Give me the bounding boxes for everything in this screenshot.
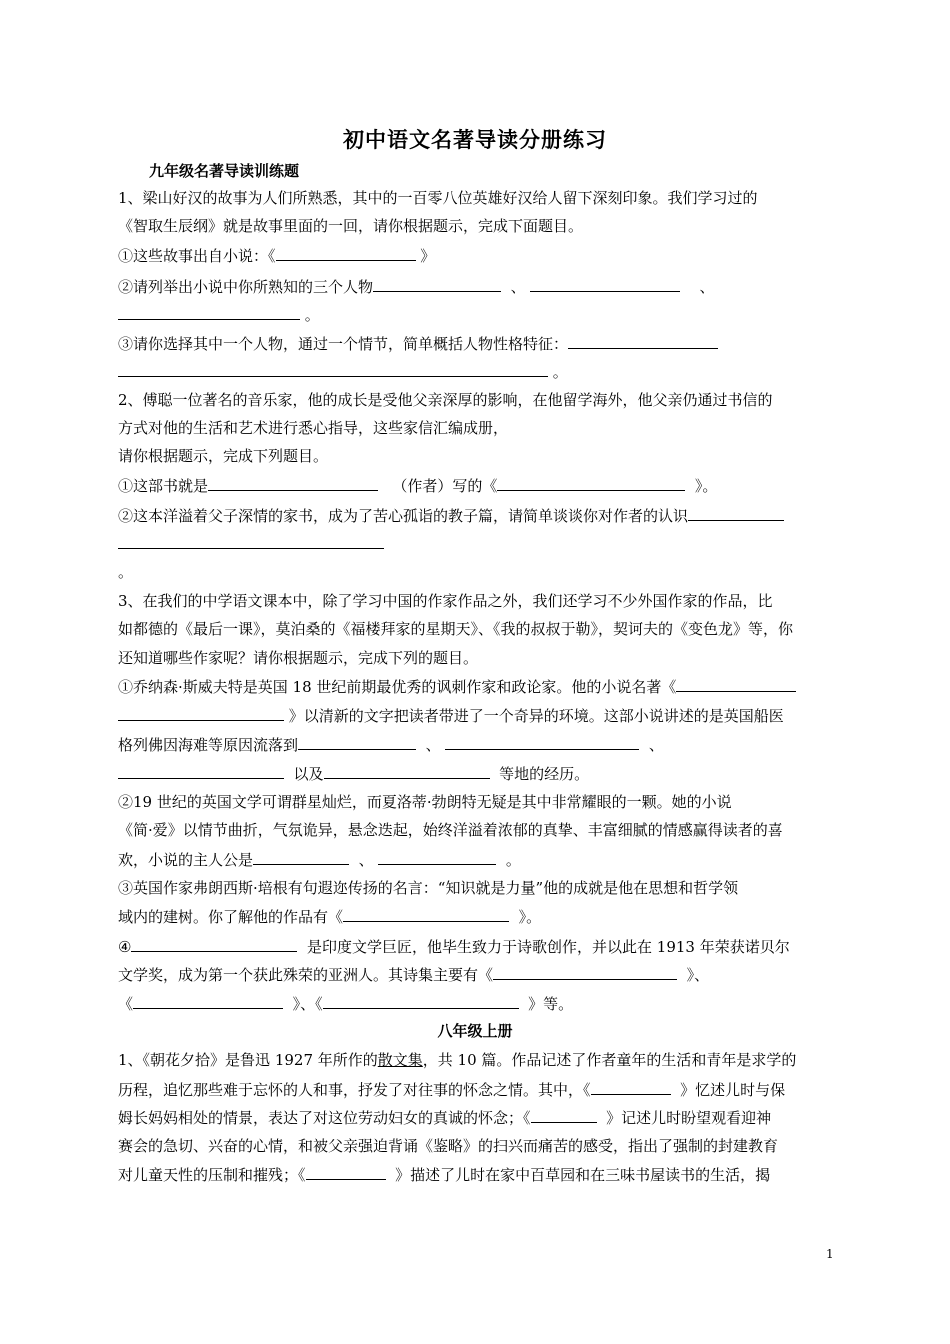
g8-text: 历程，追忆那些难于忘怀的人和事，抒发了对往事的怀念之情。其中，《 [118, 1081, 591, 1099]
g8-line1 [118, 1050, 850, 1070]
section-heading-grade9: 九年级名著导读训练题 [149, 162, 300, 180]
q2-b-line [118, 505, 850, 526]
q3-d-text2: 文学奖，成为第一个获此殊荣的亚洲人。其诗集主要有《 [118, 966, 494, 984]
period: 。 [552, 363, 568, 381]
separator: 、 [510, 278, 526, 296]
section-heading-grade8: 八年级上册 [437, 1022, 513, 1040]
g8-text: 》描述了儿时在家中百草园和在三味书屋读书的生活，揭 [395, 1166, 771, 1184]
separator: 、 [425, 736, 441, 754]
q3-b-line1: ②19 世纪的英国文学可谓群星灿烂，而夏洛蒂·勃朗特无疑是其中非常耀眼的一颗。她的小说 [118, 793, 732, 811]
g8-line4: 赛会的急切、兴奋的心情，和被父亲强迫背诵《鉴略》的扫兴而痛苦的感受，指出了强制的封建教育 [118, 1137, 779, 1155]
period: 。 [505, 851, 521, 869]
q3-a-text2: 》以清新的文字把读者带进了一个奇异的环境。这部小说讲述的是英国船医 [288, 707, 784, 725]
q1-c-text: ③请你选择其中一个人物，通过一个情节，简单概括人物性格特征： [118, 335, 569, 353]
answer-blank[interactable] [568, 333, 718, 349]
q3-a-line4 [118, 763, 850, 784]
q1-c-line [118, 333, 850, 354]
answer-blank[interactable] [676, 676, 796, 692]
answer-blank[interactable] [253, 849, 349, 865]
g8-text: 对儿童天性的压制和摧残；《 [118, 1166, 306, 1184]
q2-b-text: ②这本洋溢着父子深情的家书，成为了苦心孤诣的教子篇，请简单谈谈你对作者的认识 [118, 507, 689, 525]
q3-a-text3: 格列佛因海难等原因流落到 [118, 736, 299, 754]
q2-a-line [118, 475, 850, 496]
q2-line1: 2、傅聪一位著名的音乐家，他的成长是受他父亲深厚的影响，在他留学海外，他父亲仍通过书信的 [118, 391, 773, 409]
q3-d-mid: 》、《 [292, 995, 323, 1013]
page-number: 1 [826, 1247, 834, 1261]
q3-d-line1 [118, 936, 850, 957]
q3-a-line2 [118, 705, 850, 726]
separator: 、 [648, 736, 664, 754]
separator: 、 [699, 278, 715, 296]
answer-blank[interactable] [530, 276, 680, 292]
q3-b-text3: 欢，小说的主人公是 [118, 851, 254, 869]
q3-a-text: ①乔纳森·斯威夫特是英国 18 世纪前期最优秀的讽刺作家和政论家。他的小说名著《 [118, 678, 677, 696]
answer-blank[interactable] [373, 276, 501, 292]
q1-b-line2 [118, 304, 850, 325]
answer-blank[interactable] [323, 993, 519, 1009]
answer-blank[interactable] [445, 734, 639, 750]
g8-text: 1、《朝花夕拾》是鲁迅 1927 年所作的 [118, 1051, 378, 1069]
q3-b-line2: 《简·爱》以情节曲折，气氛诡异，悬念迭起，始终洋溢着浓郁的真挚、丰富细腻的情感赢得读者的喜 [118, 821, 783, 839]
answer-blank[interactable] [133, 993, 283, 1009]
q3-a-end: 等地的经历。 [499, 765, 590, 783]
q2-a-close: 》。 [694, 477, 718, 495]
q3-c-line1: ③英国作家弗朗西斯·培根有句遐迩传扬的名言：“知识就是力量”他的成就是他在思想和哲学领 [118, 879, 739, 897]
g8-line3 [118, 1107, 850, 1128]
q2-line3: 请你根据题示，完成下列题目。 [118, 447, 329, 465]
q3-line3: 还知道哪些作家呢？请你根据题示，完成下列的题目。 [118, 649, 479, 667]
q3-c-text: 域内的建树。你了解他的作品有《 [118, 908, 344, 926]
q3-c-line2 [118, 906, 850, 927]
q2-a-text: ①这部书就是 [118, 477, 209, 495]
answer-blank[interactable] [118, 533, 384, 549]
g8-text: 》记述儿时盼望观看迎神 [606, 1109, 772, 1127]
g8-line2 [118, 1079, 850, 1100]
answer-blank[interactable] [118, 705, 284, 721]
q2-a-mid: （作者）写的《 [392, 477, 498, 495]
q3-d-num: ④ [118, 938, 132, 956]
answer-blank[interactable] [276, 245, 416, 261]
q1-line1: 1、梁山好汉的故事为人们所熟悉，其中的一百零八位英雄好汉给人留下深刻印象。我们学习过的 [118, 189, 758, 207]
q3-d-sep: 》、 [686, 966, 710, 984]
answer-blank[interactable] [298, 734, 416, 750]
answer-blank[interactable] [118, 763, 284, 779]
q1-a-close: 》 [420, 247, 436, 265]
q3-c-close: 》。 [518, 908, 542, 926]
underlined-term: 散文集 [377, 1051, 423, 1069]
q3-d-text: 是印度文学巨匠，他毕生致力于诗歌创作，并以此在 1913 年荣获诺贝尔 [307, 938, 790, 956]
q1-b-line [118, 276, 850, 297]
g8-text: ，共 10 篇。作品记述了作者童年的生活和青年是求学的 [422, 1051, 797, 1069]
answer-blank[interactable] [343, 906, 509, 922]
g8-text: 姆长妈妈相处的情景，表达了对这位劳动妇女的真诚的怀念；《 [118, 1109, 531, 1127]
g8-text: 》忆述儿时与保 [680, 1081, 786, 1099]
separator: 、 [358, 851, 374, 869]
q3-a-line1 [118, 676, 850, 697]
answer-blank[interactable] [591, 1079, 671, 1095]
q3-line2: 如都德的《最后一课》，莫泊桑的《福楼拜家的星期天》、《我的叔叔于勒》，契诃夫的《变色龙》等，你 [118, 620, 794, 638]
answer-blank[interactable] [378, 849, 496, 865]
q1-line2: 《智取生辰纲》就是故事里面的一回，请你根据题示，完成下面题目。 [118, 217, 584, 235]
answer-blank[interactable] [131, 936, 297, 952]
answer-blank[interactable] [493, 964, 677, 980]
q2-b-line2 [118, 533, 850, 554]
answer-blank[interactable] [118, 361, 548, 377]
q2-end-line: 。 [118, 563, 134, 581]
g8-line5 [118, 1164, 850, 1185]
answer-blank[interactable] [531, 1107, 597, 1123]
q3-d-line2 [118, 964, 850, 985]
q3-line1: 3、在我们的中学语文课本中，除了学习中国的作家作品之外，我们还学习不少外国作家的作品，比 [118, 592, 773, 610]
page-title: 初中语文名著导读分册练习 [343, 128, 607, 152]
q1-a-text: ①这些故事出自小说：《 [118, 247, 276, 265]
q1-b-text: ②请列举出小说中你所熟知的三个人物 [118, 278, 374, 296]
answer-blank[interactable] [118, 304, 300, 320]
q2-line2: 方式对他的生活和艺术进行悉心指导，这些家信汇编成册， [118, 419, 509, 437]
q3-d-open: 《 [118, 995, 134, 1013]
q3-d-end: 》等。 [528, 995, 574, 1013]
answer-blank[interactable] [324, 763, 490, 779]
q3-a-line3 [118, 734, 850, 755]
q3-d-line3 [118, 993, 850, 1014]
answer-blank[interactable] [306, 1164, 386, 1180]
q1-c-line2 [118, 361, 850, 382]
q3-b-line3 [118, 849, 850, 870]
answer-blank[interactable] [688, 505, 784, 521]
q3-a-mid: 以及 [293, 765, 324, 783]
q1-a-line [118, 245, 850, 266]
period: 。 [304, 306, 320, 324]
answer-blank[interactable] [208, 475, 378, 491]
answer-blank[interactable] [497, 475, 685, 491]
